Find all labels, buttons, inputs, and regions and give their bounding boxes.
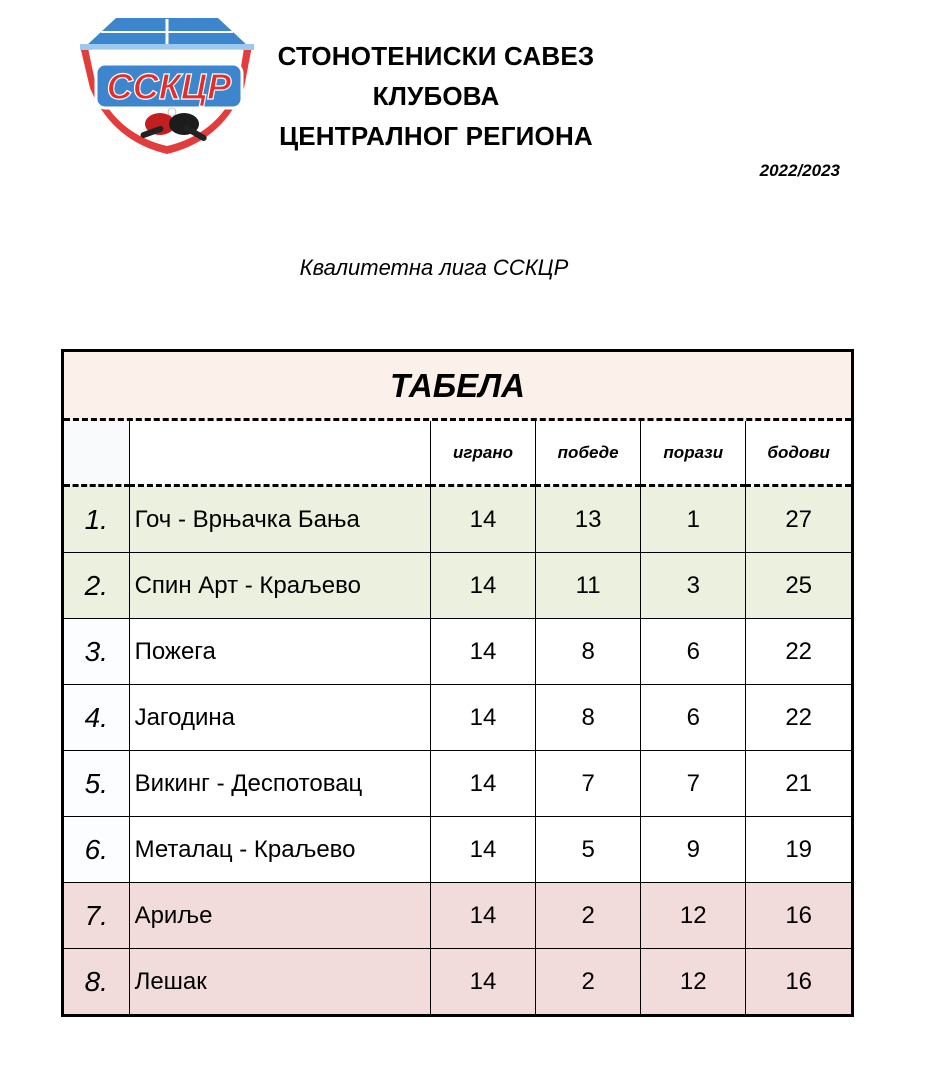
rank-cell: 2.: [64, 553, 129, 619]
table-row: [64, 619, 851, 685]
table-row: [64, 751, 851, 817]
logo-text: ССКЦР: [106, 66, 232, 107]
column-header-team: [129, 421, 430, 486]
played-cell: 14: [430, 685, 535, 751]
wins-cell: 7: [536, 751, 641, 817]
played-cell: 14: [430, 817, 535, 883]
federation-logo: [72, 16, 262, 158]
points-cell: 16: [746, 949, 851, 1015]
team-cell: Викинг - Деспотовац: [129, 751, 430, 817]
points-cell: 21: [746, 751, 851, 817]
table-row: [64, 553, 851, 619]
league-name: Квалитетна лига ССКЦР: [299, 255, 569, 280]
rank-cell: 5.: [64, 751, 129, 817]
team-cell: Гоч - Врњачка Бања: [129, 486, 430, 553]
losses-cell: 7: [641, 751, 746, 817]
points-cell: 27: [746, 486, 851, 553]
played-cell: 14: [430, 949, 535, 1015]
table-row: [64, 817, 851, 883]
points-cell: 22: [746, 685, 851, 751]
column-header-rank: [64, 421, 129, 486]
rank-cell: 6.: [64, 817, 129, 883]
losses-cell: 3: [641, 553, 746, 619]
table-row: [64, 883, 851, 949]
title-line-1: СТОНОТЕНИСКИ САВЕЗ: [277, 41, 595, 71]
rank-cell: 8.: [64, 949, 129, 1015]
rank-cell: 1.: [64, 486, 129, 553]
points-cell: 16: [746, 883, 851, 949]
wins-cell: 8: [536, 685, 641, 751]
played-cell: 14: [430, 751, 535, 817]
season: 2022/2023: [759, 161, 840, 180]
points-cell: 25: [746, 553, 851, 619]
team-cell: Ариље: [129, 883, 430, 949]
rank-cell: 7.: [64, 883, 129, 949]
title-line-2: КЛУБОВА: [372, 81, 500, 111]
played-cell: 14: [430, 553, 535, 619]
points-cell: 22: [746, 619, 851, 685]
team-cell: Металац - Краљево: [129, 817, 430, 883]
losses-cell: 12: [641, 949, 746, 1015]
organization-title: [262, 36, 610, 156]
played-cell: 14: [430, 486, 535, 553]
wins-cell: 11: [536, 553, 641, 619]
wins-cell: 2: [536, 949, 641, 1015]
points-cell: 19: [746, 817, 851, 883]
team-cell: Јагодина: [129, 685, 430, 751]
played-cell: 14: [430, 619, 535, 685]
column-header-losses: порази: [641, 421, 746, 486]
table-row: [64, 949, 851, 1015]
wins-cell: 8: [536, 619, 641, 685]
played-cell: 14: [430, 883, 535, 949]
wins-cell: 13: [536, 486, 641, 553]
team-cell: Спин Арт - Краљево: [129, 553, 430, 619]
standings-table: [61, 349, 854, 1017]
losses-cell: 6: [641, 619, 746, 685]
column-header-wins: победе: [536, 421, 641, 486]
losses-cell: 12: [641, 883, 746, 949]
table-row: [64, 685, 851, 751]
table-title: ТАБЕЛА: [64, 352, 851, 421]
losses-cell: 6: [641, 685, 746, 751]
wins-cell: 5: [536, 817, 641, 883]
column-header-played: играно: [430, 421, 535, 486]
rank-cell: 4.: [64, 685, 129, 751]
team-cell: Лешак: [129, 949, 430, 1015]
rank-cell: 3.: [64, 619, 129, 685]
team-cell: Пожега: [129, 619, 430, 685]
title-line-3: ЦЕНТРАЛНОГ РЕГИОНА: [279, 121, 593, 151]
losses-cell: 9: [641, 817, 746, 883]
table-row: [64, 486, 851, 553]
losses-cell: 1: [641, 486, 746, 553]
header-row: [64, 421, 851, 486]
column-header-points: бодови: [746, 421, 851, 486]
wins-cell: 2: [536, 883, 641, 949]
